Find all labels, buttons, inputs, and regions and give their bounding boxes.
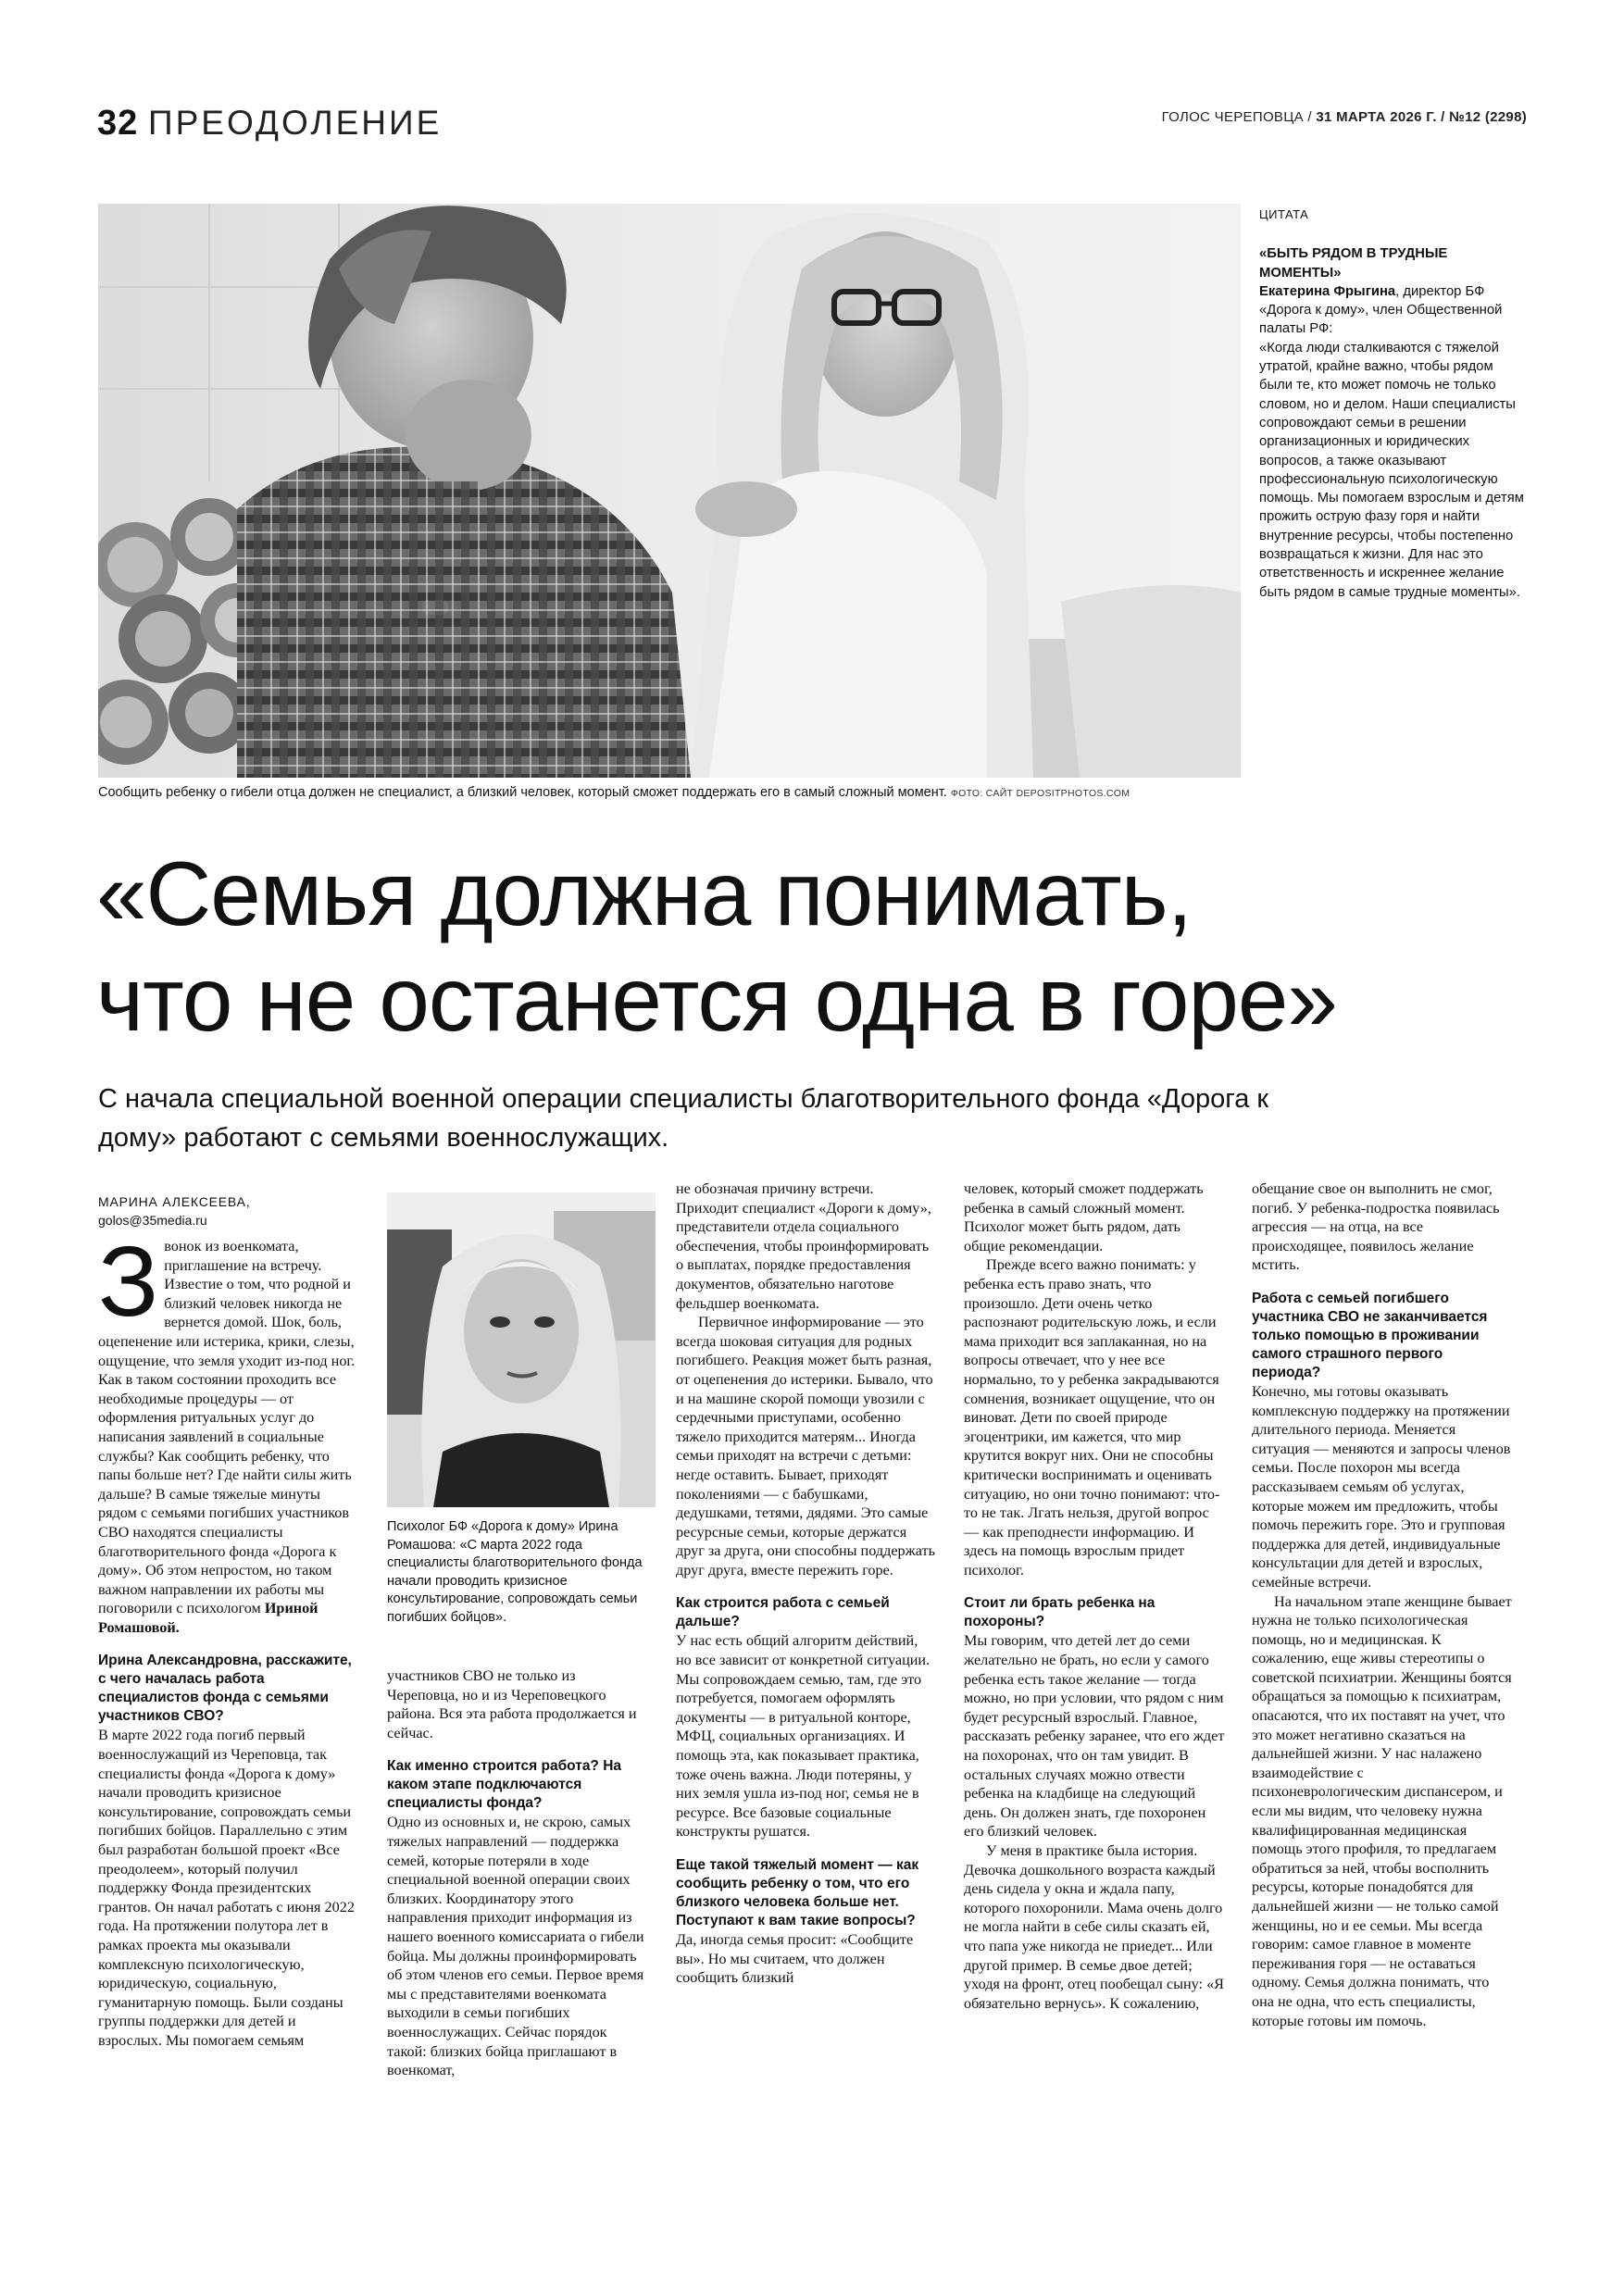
question-4: Еще такой тяжелый момент — как сообщить ребенку о том, что его близкого человека больше нет. Поступают к вам такие вопросы?	[676, 1857, 919, 1928]
quote-author: Екатерина Фрыгина	[1259, 283, 1396, 299]
answer-1: В марте 2022 года погиб первый военнослужащий из Череповца, так специалисты фонда «Дорога к дому» начали проводить кризисное консультирование, сопровождать семьи погибших бойцов. Параллельно с этим был разработан большой проект «Все преодолеем», который получил поддержку Фонда президентских грантов. Он начал работать с июня 2022 года. На протяжении полутора лет в рамках проекта мы оказывали комплексную психологическую, юридическую, социальную, гуманитарную помощь. Были созданы группы поддержки для детей и взрослых. Мы помогаем семьям	[98, 1727, 355, 2049]
issue-date: 31 МАРТА 2026 Г. / №12 (2298)	[1316, 109, 1527, 125]
headline-line-2: что не останется одна в горе»	[96, 948, 1337, 1050]
byline	[98, 1192, 250, 1229]
caption-text: Сообщить ребенку о гибели отца должен не специалист, а близкий человек, который сможет поддержать его в самый сложный момент.	[98, 785, 947, 800]
section-title: ПРЕОДОЛЕНИЕ	[148, 104, 443, 142]
answer-5: Мы говорим, что детей лет до семи желательно не брать, но если у самого ребенка есть такое желание — тогда можно, но при условии, что рядом с ним будет ресурсный взрослый. Главное, рассказать ребенку заранее, что его ждет на похоронах, что он там увидит. В остальных случаях можно отвести ребенка на кладбище на следующий день. Он должен знать, где похоронен его близкий человек.	[964, 1632, 1225, 1841]
question-3: Как строится работа с семьей дальше?	[676, 1595, 890, 1630]
column-5-paragraph-3: На начальном этапе женщине бывает нужна не только психологическая помощь, но и медицинская. К сожалению, еще живы стереотипы о советской психиатрии. Женщины боятся обращаться за помощью к психиатрам, опасаются, что их поставят на учет, что это может негативно сказаться на дальнейшей жизни. У нас налажено взаимодействие с психоневрологическим диспансером, и если мы видим, что человеку нужна квалифицированная медицинская помощь этого профиля, то предлагаем обратиться за ней, чтобы восполнить ресурсы, которые понадобятся для дальнейшей жизни — не только самой женщины, но и ее семьи. Мы всегда говорим: самое главное в моменте переживания горя — не оставаться одному. Семья должна понимать, что она не одна, что есть специалисты, которые готовы им помочь.	[1252, 1592, 1512, 2029]
column-5-paragraph-1: обещание свое он выполнить не смог, погиб. У ребенка-подростка появилась агрессия — на отца, на все происходящее, появилось желание мстить.	[1252, 1180, 1500, 1274]
author-email: golos@35media.ru	[98, 1213, 207, 1228]
column-4-paragraph-2: Прежде всего важно понимать: у ребенка есть право знать, что произошло. Дети очень четко распознают родительскую ложь, и если мама приходит вся заплаканная, но на вопросы отвечает, что у нее все нормально, то у ребенка закрадываются сомнения, возникает ощущение, что он виноват. Дети по своей природе эгоцентрики, им кажется, что мир крутится вокруг них. Они не способны критически воспринимать и оценивать ситуацию, но они точно понимают: что-то не так. Лгать нельзя, другой вопрос — как преподнести информацию. И здесь на помощь взрослым придет психолог.	[964, 1256, 1220, 1578]
column-3-paragraph-2: Первичное информирование — это всегда шоковая ситуация для родных погибшего. Реакция может быть разная, от оцепенения до истерики. Бывало, что и на машине скорой помощи увозили с сердечными приступами, особенно тяжело приходится матерям... Иногда семьи приходят на встречи с детьми: негде оставить. Бывает, приходят поколениями — с бабушками, дедушками, тетями, дядями. Это самые ресурсные семьи, которые держатся друг за друга, они способны поддержать друг друга, вместе пережить горе.	[676, 1314, 936, 1578]
headline	[96, 841, 1337, 1052]
column-4-paragraph-4: У меня в практике была история. Девочка дошкольного возраста каждый день сидела у окна и ждала папу, которого похоронили. Мама очень долго не могла найти в себе силы сказать ей, что папа уже никогда не приедет... Или другой пример. В семье двое детей; уходя на фронт, отец пообещал сыну: «Я обязательно вернусь». К сожалению,	[964, 1842, 1224, 2012]
column-5	[1252, 1179, 1513, 2030]
question-5: Стоит ли брать ребенка на похороны?	[964, 1595, 1156, 1630]
lead-paragraph: С начала специальной военной операции специалисты благотворительного фонда «Дорога к дому» работают с семьями военнослужащих.	[98, 1084, 1269, 1153]
column-4	[964, 1179, 1225, 2013]
drop-cap: З	[98, 1225, 159, 1337]
quote-text: «Когда люди сталкиваются с тяжелой утратой, крайне важно, чтобы рядом были те, кто может помочь не только словом, но и делом. Наши специалисты сопровождают семьи в решении организационных и юридических вопросов, а также оказывают профессиональную психологическую помощь. Мы помогаем взрослым и детям прожить острую фазу горя и найти внутренние ресурсы, чтобы постепенно возвращаться к жизни. Для нас это ответственность и искреннее желание быть рядом в самые трудные моменты».	[1259, 340, 1524, 600]
answer-4: Да, иногда семья просит: «Сообщите вы». Но мы считаем, что должен сообщить близкий	[676, 1931, 914, 1987]
column-2	[387, 1666, 648, 2080]
question-2: Как именно строится работа? На каком этапе подключаются специалисты фонда?	[387, 1758, 622, 1812]
photo-credit: ФОТО: САЙТ DEPOSITPHOTOS.COM	[950, 788, 1131, 799]
column-3	[676, 1179, 937, 1988]
portrait-caption: Психолог БФ «Дорога к дому» Ирина Ромашова: «С марта 2022 года специалисты благотворительного фонда начали проводить кризисное консультирование, сопровождать семьи погибших бойцов».	[387, 1519, 643, 1625]
quote-tag: ЦИТАТА	[1259, 207, 1309, 221]
psychologist-portrait	[387, 1192, 656, 1507]
quote-title: «БЫТЬ РЯДОМ В ТРУДНЫЕ МОМЕНТЫ»	[1259, 246, 1448, 281]
page-number: 32	[97, 104, 139, 143]
column-4-paragraph-1: человек, который сможет поддержать ребенка в самый сложный момент. Психолог может быть рядом, дать общие рекомендации.	[964, 1180, 1204, 1254]
portrait-photo	[387, 1192, 656, 1507]
question-1: Ирина Александровна, расскажите, с чего началась работа специалистов фонда с семьями участников СВО?	[98, 1653, 352, 1725]
column-1	[98, 1225, 359, 2051]
quote-attribution	[1259, 282, 1528, 339]
question-6: Работа с семьей погибшего участника СВО не заканчивается только помощью в проживании самого страшного первого периода?	[1252, 1290, 1488, 1380]
answer-6: Конечно, мы готовы оказывать комплексную поддержку на протяжении длительного периода. Меняется ситуация — меняются и запросы членов семьи. После похорон мы всегда рассказываем семьям об услугах, которые можем им предложить, чтобы помочь пережить горе. Это и групповая поддержка для детей, индивидуальные консультации для детей и взрослых, семейные встречи.	[1252, 1382, 1511, 1591]
intro-bold-name: Ириной Ромашовой.	[98, 1600, 319, 1636]
answer-3: У нас есть общий алгоритм действий, но все зависит от конкретной ситуации. Мы сопровождаем семью, там, где это потребуется, помогаем оформлять документы — в ритуальной конторе, МФЦ, социальных организациях. И помощь эта, как показывает практика, тоже очень важна. Люди потеряны, у них земля ушла из-под ног, семья не в ресурсе. Все базовые социальные конструкты рушатся.	[676, 1632, 931, 1841]
intro-paragraph	[98, 1225, 359, 1637]
column-3-paragraph-1: не обозначая причину встречи. Приходит специалист «Дороги к дому», представители отдела социального обеспечения, чтобы проинформировать о выплатах, порядке предоставления документов, обязательно наготове фельдшер военкомата.	[676, 1180, 931, 1312]
intro-text: вонок из военкомата, приглашение на встречу. Известие о том, что родной и близкий человек никогда не вернется домой. Шок, боль, оцепенение или истерика, крики, слезы, ощущение, что земля уходит из-под ног. Как в таком состоянии проходить все необходимые процедуры — от оформления ритуальных услуг до написания заявлений в социальные службы? Как сообщить ребенку, что папы больше нет? Где найти силы жить дальше? В самые тяжелые минуты рядом с семьями погибших участников СВО находятся специалисты благотворительного фонда «Дорога к дому». Об этом непростом, но таком важном направлении их работы мы поговорили с психологом	[98, 1238, 356, 1617]
quote-sidebar	[1259, 206, 1528, 602]
column-2-paragraph-1: участников СВО не только из Череповца, но и из Череповецкого района. Вся эта работа продолжается и сейчас.	[387, 1667, 637, 1741]
author-name: МАРИНА АЛЕКСЕЕВА,	[98, 1194, 251, 1209]
quote-author-role: , директор БФ «Дорога к дому», член Общественной палаты РФ:	[1259, 283, 1503, 337]
masthead	[1162, 109, 1527, 125]
answer-2: Одно из основных и, не скрою, самых тяжелых направлений — поддержка семей, которые потеряли в ходе специальной военной операции своих близких. Координатору этого направления приходит информация из нашего военного комиссариата о гибели бойца. Мы должны проинформировать об этом членов его семьи. Первое время мы с представителями военкомата выходили в семьи погибших военнослужащих. Сейчас порядок такой: близких бойца приглашают в военкомат,	[387, 1814, 644, 2079]
main-photo	[98, 204, 1241, 778]
boy-and-woman-photo	[98, 204, 1241, 778]
photo-caption	[98, 785, 1246, 800]
masthead-name: ГОЛОС ЧЕРЕПОВЦА /	[1161, 109, 1317, 125]
headline-line-1: «Семья должна понимать,	[96, 842, 1192, 944]
